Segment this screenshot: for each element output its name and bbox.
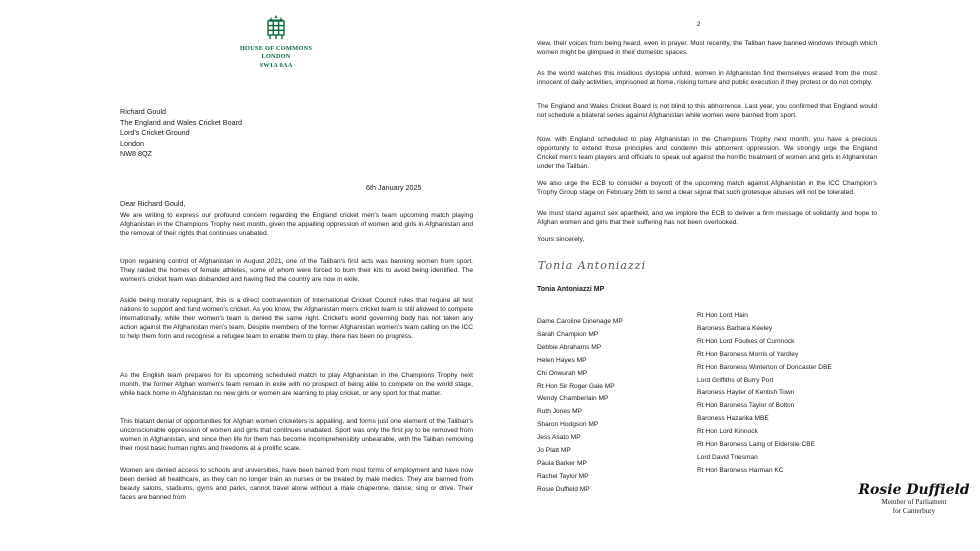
- paragraph: The England and Wales Cricket Board is not blind to this abhorrence. Last year, you confirmed that England would not schedule a bilateral series against Afghanistan while women were banned from sport.: [537, 103, 877, 119]
- paragraph: Women are denied access to schools and universities, have been barred from most forms of employment and have now been denied all healthcare, as they can no longer train as nurses or be treated by male medics. They are banned from beauty salons, stadiums, gyms and parks, cannot travel alone without a male chaperone, dance, sing or drive. Their faces are banned from: [120, 467, 473, 501]
- paragraph: Upon regaining control of Afghanistan in August 2021, one of the Taliban's first acts was banning women from sport. They raided the homes of female athletes, some of whom were forced to burn their kits to avoid being identified. The women's cricket team was disbanded and having fled the country are now in exile.: [120, 258, 473, 283]
- signatory: Ruth Jones MP: [537, 408, 583, 416]
- signatory: Rt Hon Baroness Winterton of Doncaster DBE: [697, 363, 832, 371]
- paragraph: As the English team prepares for its upcoming scheduled match to play Afghanistan in the Champions Trophy next month, the former Afghan women's team remain in exile with no prospect of being able to compete on the world stage, while back home in Afghanistan no new girls or women are learning to play cricket, or any sport for that matter.: [120, 372, 473, 397]
- signatory: Dame Caroline Dinenage MP: [537, 318, 623, 325]
- signatories-right: [697, 310, 832, 478]
- recipient-line: NW8 8QZ: [120, 149, 152, 159]
- recipient-line: London: [120, 138, 144, 148]
- signatory: Wendy Chamberlain MP: [537, 395, 609, 403]
- signatory: Rt Hon Lord Foulkes of Cumnock: [697, 337, 795, 345]
- signatory: Rt Hon Baroness Morris of Yardley: [697, 350, 799, 358]
- letter-date: 6th January 2025: [366, 183, 422, 192]
- signatory: Rt Hon Baroness Laing of Elderslie CBE: [697, 441, 816, 449]
- paragraph: We are writing to express our profound concern regarding the England cricket men's team upcoming match playing Afghanistan in the Champions Trophy next month, given the appalling oppression of women and girls in Afghanistan and the removal of their rights that continues unabated.: [120, 212, 473, 237]
- mp-branding: [856, 482, 972, 515]
- signatory: Helen Hayes MP: [537, 356, 587, 364]
- signatory: Jo Platt MP: [537, 447, 571, 455]
- brand-line-2: for Canterbury: [892, 506, 936, 515]
- brand-name: Rosie Duffield: [858, 482, 970, 498]
- signatory: Rt Hon Lord Hain: [697, 312, 748, 319]
- signatory: Chi Onwurah MP: [537, 369, 588, 377]
- letter-page-2: [522, 0, 877, 551]
- signatory: Rachel Taylor MP: [537, 472, 589, 480]
- signatory: Debbie Abrahams MP: [537, 343, 602, 351]
- signatory: Sharon Hodgson MP: [537, 421, 599, 429]
- letterhead-org: HOUSE OF COMMONS: [239, 45, 313, 52]
- paragraph: Aside being morally repugnant, this is a direct contravention of International Cricket Council rules that require all test nations to support and fund women's cricket. As you know, the Afghanistan men's cricket team is still allowed to compete internationally, while their women's team is denied the same right. Cricket's world governing body has not taken any action against the Afghanistan men's team. Despite members of the former Afghanistan women's team calling on the ICC to help them form and recognise a refugee team to enable them to play, there has been no progress.: [120, 297, 473, 340]
- signatory: Rosie Duffield MP: [537, 485, 590, 493]
- paragraph: This blatant denial of opportunities for Afghan women cricketers is appalling, and forms just one element of the Taliban's unconscionable oppression of women and girls that continues unabated. Sport was only the first joy to be removed from women in Afghanistan, and since then life for them has become incomprehensibly unbearable, with the Taliban removing their most basic human rights and freedoms at a prolific scale.: [120, 418, 473, 452]
- signature-text: Tonia Antoniazzi: [538, 259, 647, 272]
- portcullis-icon: [264, 14, 288, 40]
- brand-line-1: Member of Parliament: [881, 498, 947, 506]
- paragraph: view, their voices from being heard, even in prayer. Most recently, the Taliban have banned windows through which women might be glimpsed in their domestic spaces.: [537, 40, 877, 56]
- signature: [536, 255, 686, 275]
- paragraph: Now, with England scheduled to play Afghanistan in the Champions Trophy next month, you have a precious opportunity to extend those principles and condemn this abhorrent oppression. We strongly urge the England Cricket men's team players and officials to speak out against the horrific treatment of women and girls in Afghanistan under the Taliban.: [537, 136, 877, 170]
- letterhead-city: LONDON: [261, 53, 291, 61]
- signatory: Sarah Champion MP: [537, 330, 599, 338]
- signatory: Rt Hon Lord Kinnock: [697, 428, 758, 436]
- recipient-line: The England and Wales Cricket Board: [120, 117, 242, 127]
- signatory: Paula Barker MP: [537, 459, 587, 467]
- signatory: Baroness Hazarika MBE: [697, 415, 769, 423]
- signatory: Rt Hon Baroness Harman KC: [697, 466, 784, 474]
- letterhead-postcode: SW1A 0AA: [259, 61, 293, 69]
- signatory: Lord David Triesman: [697, 453, 758, 461]
- signatory-name: Tonia Antoniazzi MP: [537, 286, 605, 293]
- recipient-line: Lord's Cricket Ground: [120, 128, 190, 138]
- signatory: Baroness Hayter of Kentish Town: [697, 389, 795, 397]
- paragraph: We also urge the ECB to consider a boycott of the upcoming match against Afghanistan in the ICC Champion's Trophy Group stage on February 26th to send a clear signal that such grotesque abuses will not be tolerated.: [537, 180, 877, 196]
- page-number: 2: [697, 22, 701, 28]
- signatory: Baroness Barbara Keeley: [697, 324, 773, 332]
- recipient-line: Richard Gould: [120, 107, 166, 116]
- salutation: Dear Richard Gould,: [120, 199, 186, 208]
- signatory: Rt Hon Baroness Taylor of Bolton: [697, 402, 795, 410]
- signatories-left: [537, 316, 623, 497]
- paragraph: We must stand against sex apartheid, and we implore the ECB to deliver a firm message of solidarity and hope to Afghan women and girls that their suffering has not been overlooked.: [537, 210, 877, 226]
- letter-page-1: [73, 0, 485, 551]
- recipient-address: [120, 107, 242, 160]
- paragraph: As the world watches this insidious dystopia unfold, women in Afghanistan find themselves erased from the most innocent of daily activities, imprisoned at home, risking torture and public execution if they protest or do not comply.: [537, 70, 877, 86]
- signatory: Rt Hon Sir Roger Gale MP: [537, 382, 615, 390]
- signatory: Lord Griffiths of Burry Port: [697, 376, 774, 384]
- signatory: Jess Asato MP: [537, 434, 581, 442]
- closing: Yours sincerely,: [537, 236, 585, 243]
- letterhead: [193, 45, 359, 70]
